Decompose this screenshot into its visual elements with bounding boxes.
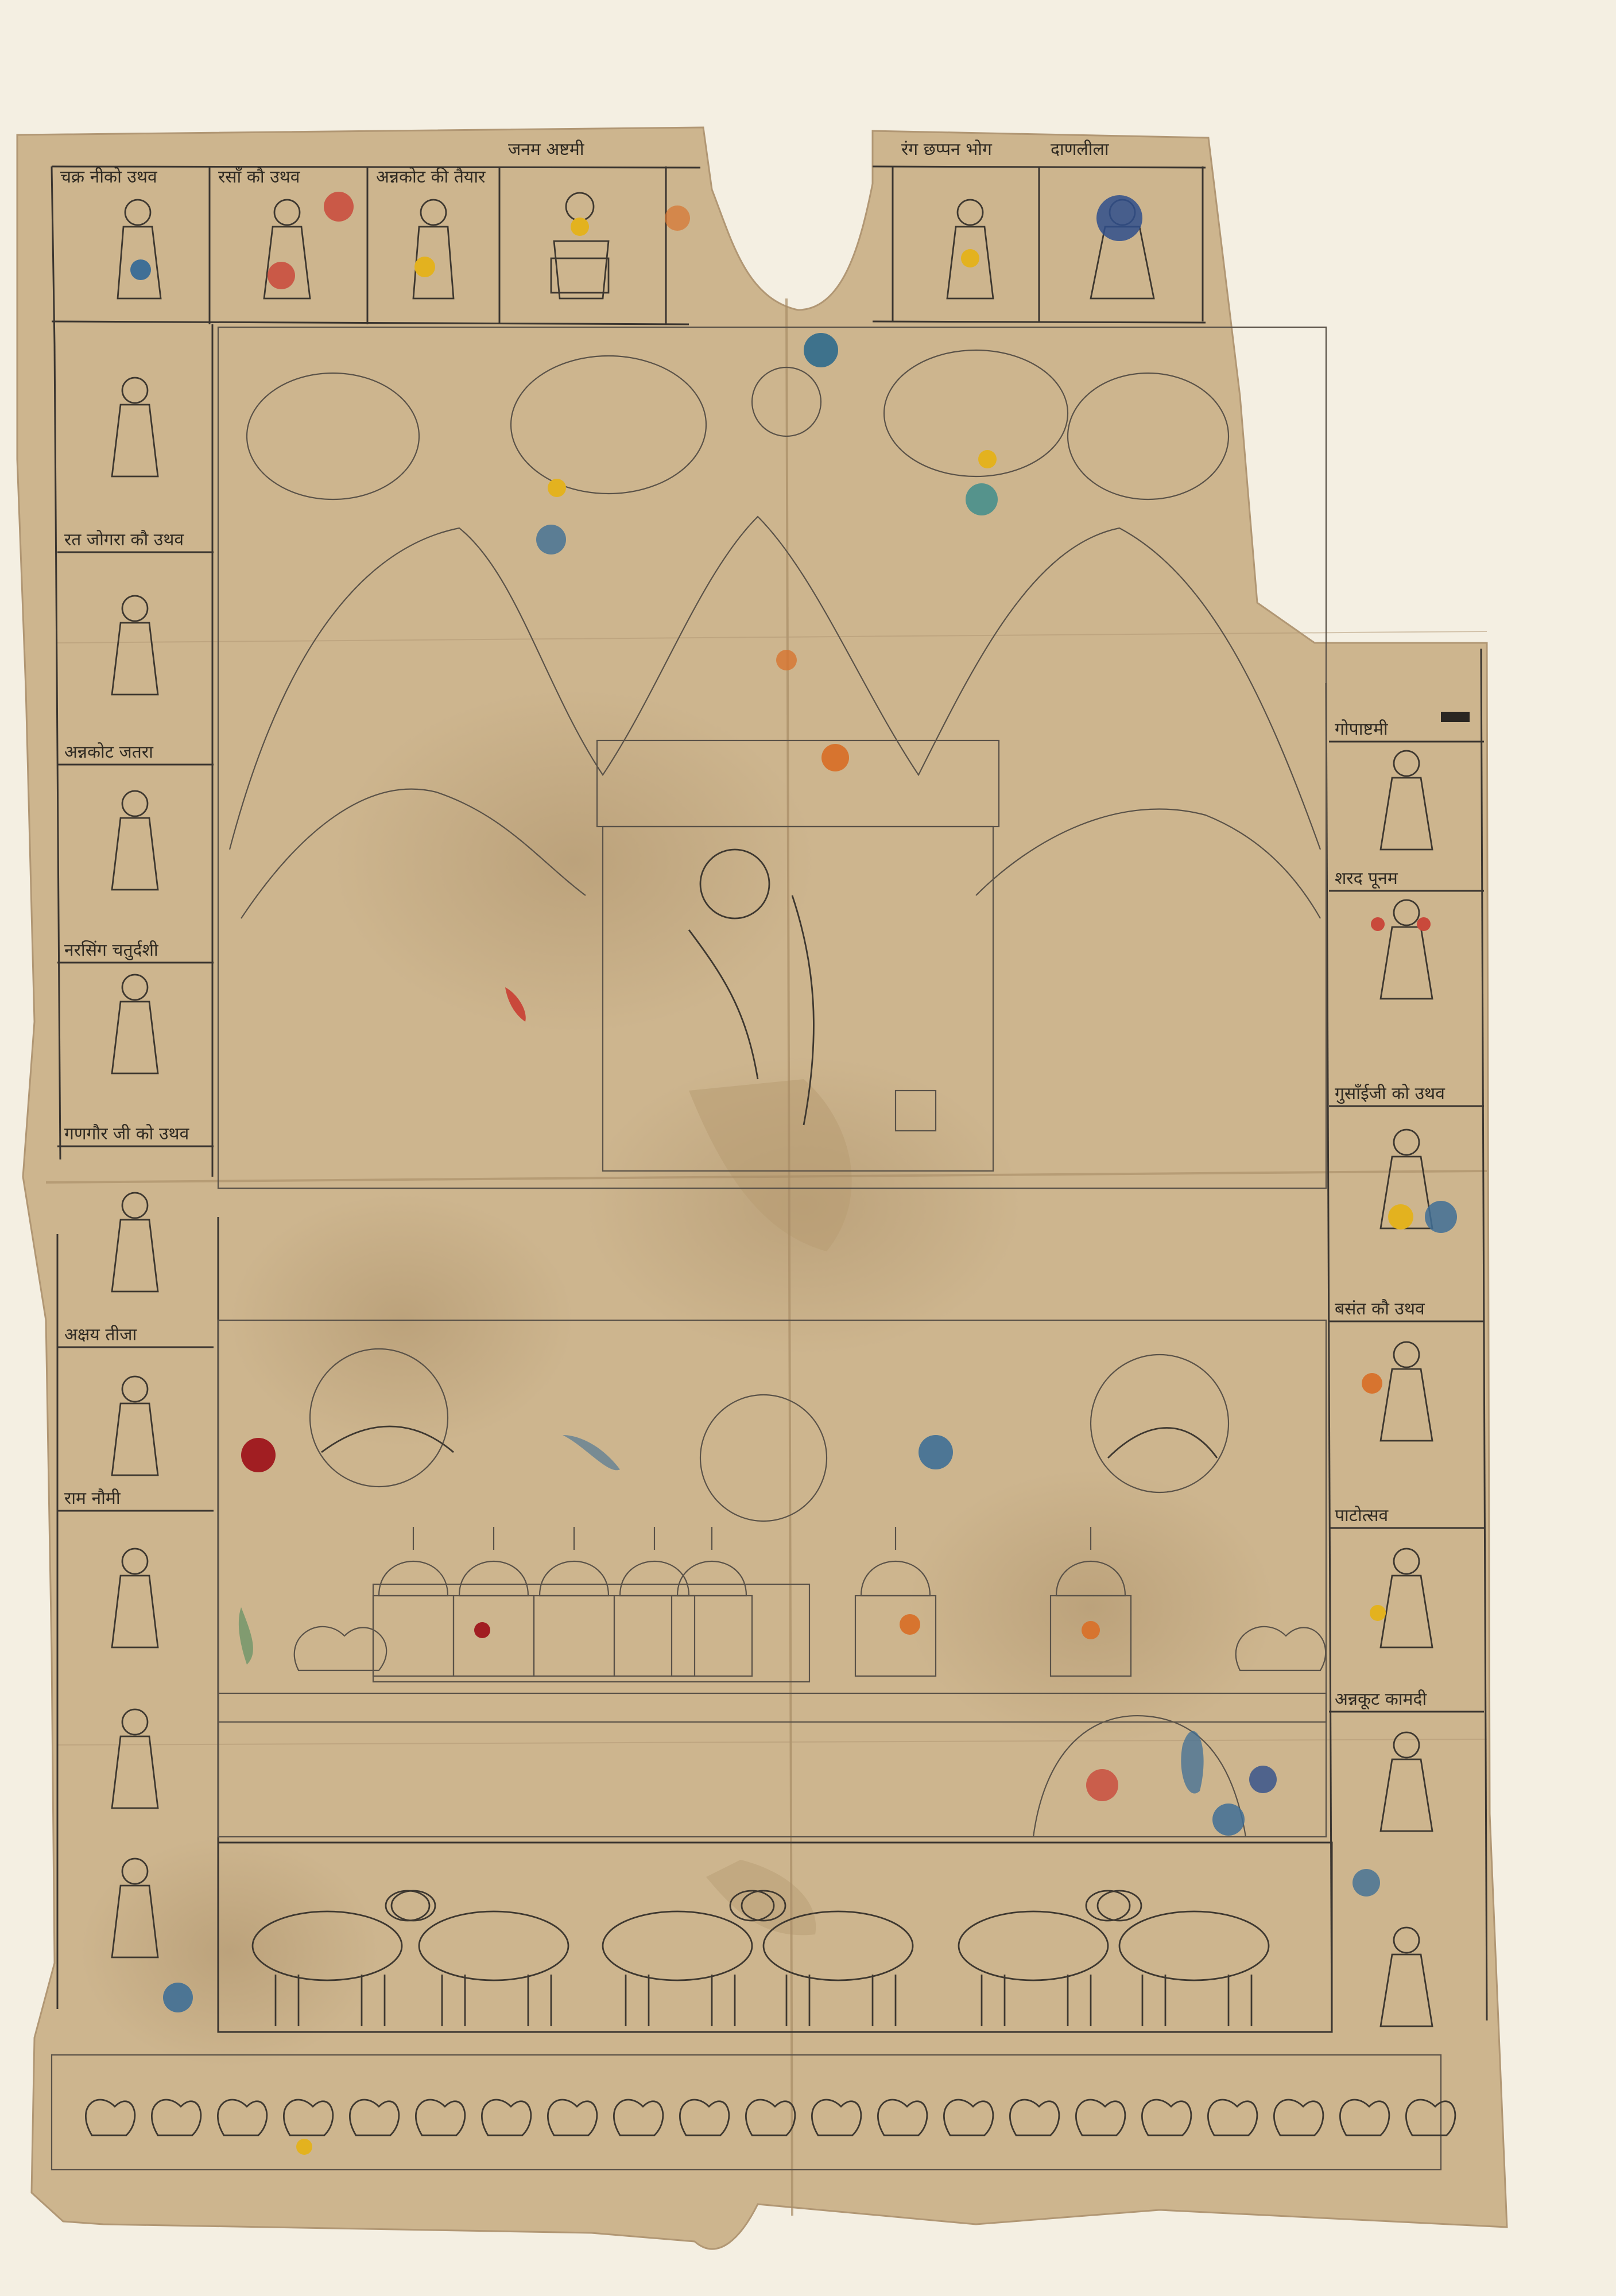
panel-label: रंग छप्पन भोग	[901, 139, 992, 160]
panel-label: गोपाष्टमी	[1335, 719, 1388, 739]
panel-label: दाणलीला	[1051, 139, 1109, 160]
panel-label: गणगौर जी को उथव	[64, 1124, 189, 1144]
panel-label: रत जोगरा कौ उथव	[64, 530, 184, 550]
panel-label: जनम अष्टमी	[508, 139, 584, 160]
panel-label: चक्र नीको उथव	[60, 167, 157, 187]
panel-label: पाटोत्सव	[1335, 1506, 1389, 1526]
panel-label: अन्नकोट जतरा	[64, 742, 153, 762]
panel-label: अन्नकोट की तैयार	[376, 167, 486, 187]
panel-label: गुसाँईजी को उथव	[1335, 1084, 1445, 1104]
panel-label: राम नौमी	[64, 1488, 121, 1508]
panel-label: बसंत कौ उथव	[1335, 1299, 1425, 1319]
panel-label: नरसिंग चतुर्दशी	[64, 940, 158, 960]
panel-label: अक्षय तीजा	[64, 1325, 137, 1345]
panel-label: शरद पूनम	[1335, 868, 1398, 889]
panel-label: रसाँ कौ उथव	[218, 167, 300, 187]
panel-label: अन्नकूट कामदी	[1335, 1689, 1427, 1709]
